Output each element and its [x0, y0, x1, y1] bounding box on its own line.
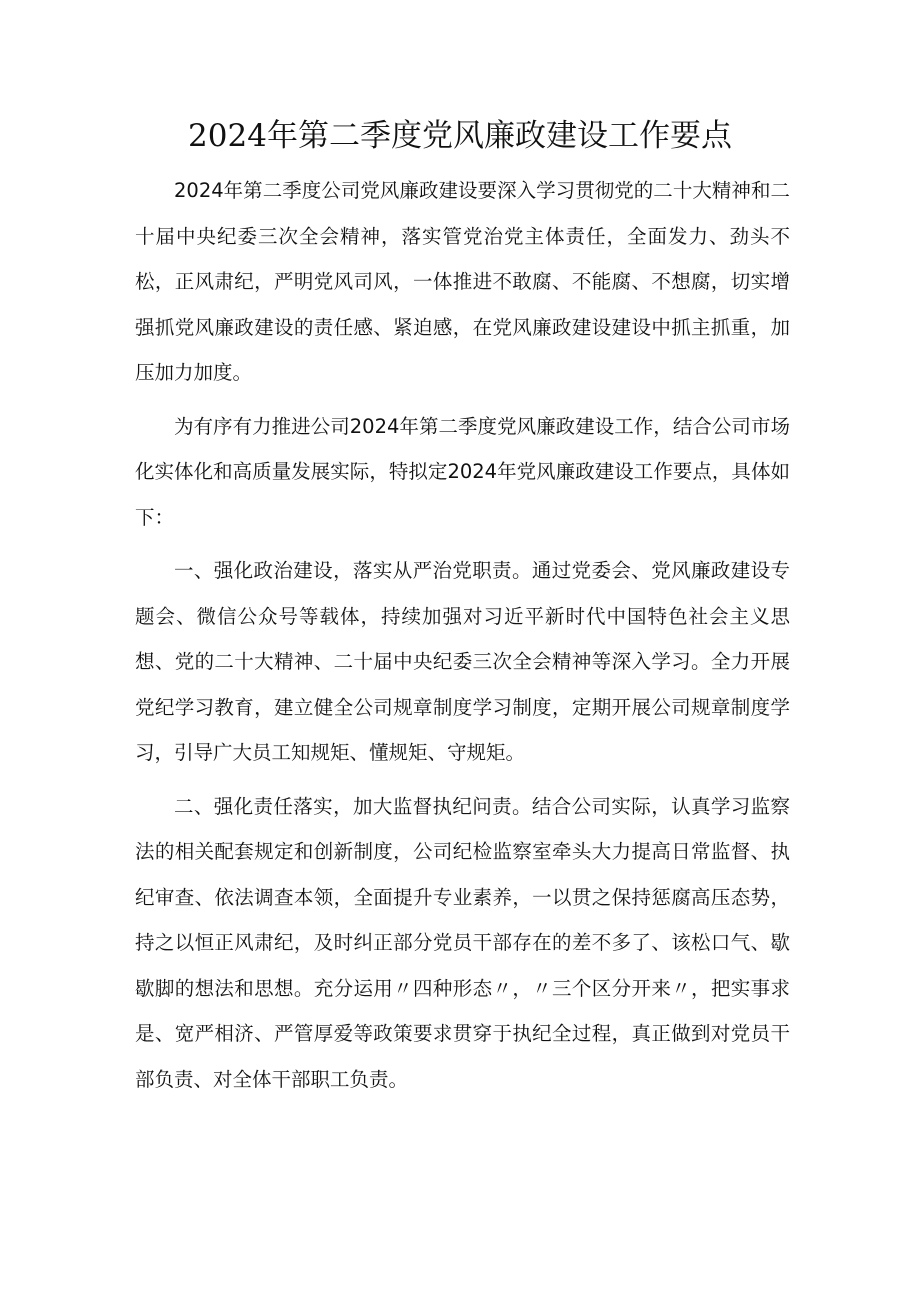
document-body: [135, 168, 790, 1110]
document-title: 2024年第二季度党风廉政建设工作要点: [188, 118, 732, 154]
paragraph-purpose: 为有序有力推进公司2024年第二季度党风廉政建设工作，结合公司市场化实体化和高质量发展实际，特拟定2024年党风廉政建设工作要点，具体如下：: [135, 414, 790, 529]
paragraph-section-1: 一、强化政治建设，落实从严治党职责。通过党委会、党风廉政建设专题会、微信公众号等载体，持续加强对习近平新时代中国特色社会主义思想、党的二十大精神、二十届中央纪委三次全会精神等深入学习。全力开展党纪学习教育，建立健全公司规章制度学习制度，定期开展公司规章制度学习，引导广大员工知规矩、懂规矩、守规矩。: [135, 559, 790, 764]
paragraph-section-2: 二、强化责任落实，加大监督执纪问责。结合公司实际，认真学习监察法的相关配套规定和创新制度，公司纪检监察室牵头大力提高日常监督、执纪审查、依法调查本领，全面提升专业素养，一以贯之保持惩腐高压态势，持之以恒正风肃纪，及时纠正部分党员干部存在的差不多了、该松口气、歇歇脚的想法和思想。充分运用〃四种形态〃，〃三个区分开来〃，把实事求是、宽严相济、严管厚爱等政策要求贯穿于执纪全过程，真正做到对党员干部负责、对全体干部职工负责。: [135, 794, 790, 1091]
paragraph-intro: 2024年第二季度公司党风廉政建设要深入学习贯彻党的二十大精神和二十届中央纪委三次全会精神，落实管党治党主体责任，全面发力、劲头不松，正风肃纪，严明党风司风，一体推进不敢腐、不能腐、不想腐，切实增强抓党风廉政建设的责任感、紧迫感，在党风廉政建设建设中抓主抓重，加压加力加度。: [135, 179, 790, 384]
